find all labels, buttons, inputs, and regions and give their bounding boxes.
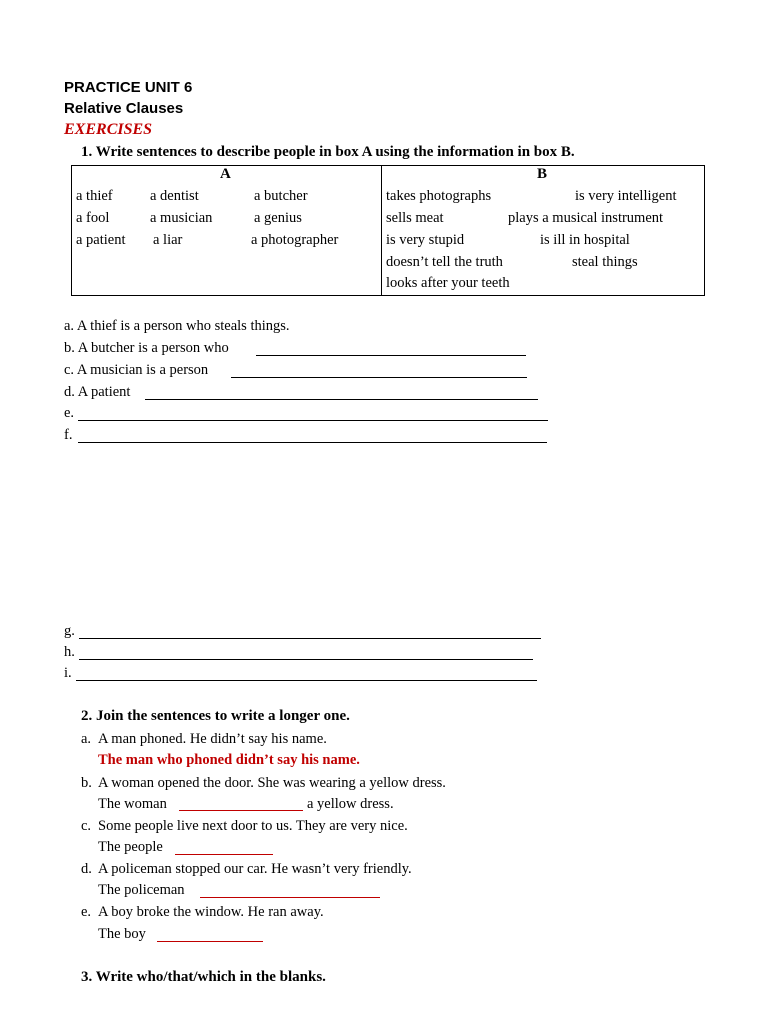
topic-title: Relative Clauses [64, 100, 184, 117]
box-b-phrase: steal things [572, 254, 638, 270]
box-b-phrase: is very stupid [386, 232, 465, 248]
answer-blank-i[interactable] [76, 680, 537, 681]
box-b-phrase: takes photographs [386, 188, 492, 204]
answer-prompt-b: b. A butcher is a person who [64, 340, 229, 356]
item-letter: c. [81, 818, 92, 834]
answer-prompt-c: c. A musician is a person [64, 362, 209, 378]
item-answer-example: The man who phoned didn’t say his name. [98, 752, 360, 768]
box-a-word: a liar [153, 232, 183, 248]
answer-line-a: a. A thief is a person who steals things. [64, 318, 290, 334]
box-a-word: a musician [150, 210, 213, 226]
answer-blank[interactable] [175, 854, 273, 855]
box-a-word: a thief [76, 188, 113, 204]
box-b-heading: B [537, 166, 548, 182]
item-prompt: A boy broke the window. He ran away. [98, 904, 324, 920]
box-b-phrase: is very intelligent [575, 188, 677, 204]
answer-blank-e[interactable] [78, 420, 548, 421]
item-letter: d. [81, 861, 92, 877]
exercise-1-title: 1. Write sentences to describe people in box A using the information in box B. [81, 144, 575, 160]
unit-title: PRACTICE UNIT 6 [64, 79, 193, 96]
box-b-phrase: is ill in hospital [540, 232, 630, 248]
answer-blank-g[interactable] [79, 638, 541, 639]
answer-blank[interactable] [200, 897, 380, 898]
answer-prompt-f: f. [64, 427, 73, 443]
item-prompt: A policeman stopped our car. He wasn’t very friendly. [98, 861, 412, 877]
answer-blank[interactable] [157, 941, 263, 942]
answer-prompt-g: g. [64, 623, 75, 639]
item-answer-start: The people [98, 839, 163, 855]
box-b-phrase: looks after your teeth [386, 275, 510, 291]
answer-prompt-e: e. [64, 405, 75, 421]
exercise-3-title: 3. Write who/that/which in the blanks. [81, 969, 326, 985]
item-answer-start: The woman [98, 796, 167, 812]
exercises-heading: EXERCISES [64, 121, 153, 138]
item-letter: e. [81, 904, 92, 920]
item-answer-start: The boy [98, 926, 146, 942]
box-a-word: a fool [76, 210, 110, 226]
box-b-phrase: plays a musical instrument [508, 210, 664, 226]
table-divider [381, 165, 382, 295]
answer-blank-f[interactable] [78, 442, 547, 443]
answer-blank-d[interactable] [145, 399, 538, 400]
answer-blank-c[interactable] [231, 377, 527, 378]
item-prompt: Some people live next door to us. They are very nice. [98, 818, 408, 834]
box-a-heading: A [220, 166, 231, 182]
answer-prompt-h: h. [64, 644, 75, 660]
box-a-word: a genius [254, 210, 302, 226]
box-b-phrase: sells meat [386, 210, 444, 226]
answer-blank-h[interactable] [79, 659, 533, 660]
box-b-phrase: doesn’t tell the truth [386, 254, 503, 270]
item-prompt: A man phoned. He didn’t say his name. [98, 731, 327, 747]
item-answer-end: a yellow dress. [307, 796, 394, 812]
box-a-word: a patient [76, 232, 126, 248]
item-prompt: A woman opened the door. She was wearing a yellow dress. [98, 775, 446, 791]
answer-prompt-d: d. A patient [64, 384, 131, 400]
item-letter: a. [81, 731, 92, 747]
answer-blank[interactable] [179, 810, 303, 811]
exercise-2-title: 2. Join the sentences to write a longer one. [81, 708, 350, 724]
item-answer-start: The policeman [98, 882, 185, 898]
box-a-word: a dentist [150, 188, 199, 204]
box-a-word: a butcher [254, 188, 308, 204]
box-a-word: a photographer [251, 232, 339, 248]
answer-blank-b[interactable] [256, 355, 526, 356]
answer-prompt-i: i. [64, 665, 72, 681]
item-letter: b. [81, 775, 92, 791]
